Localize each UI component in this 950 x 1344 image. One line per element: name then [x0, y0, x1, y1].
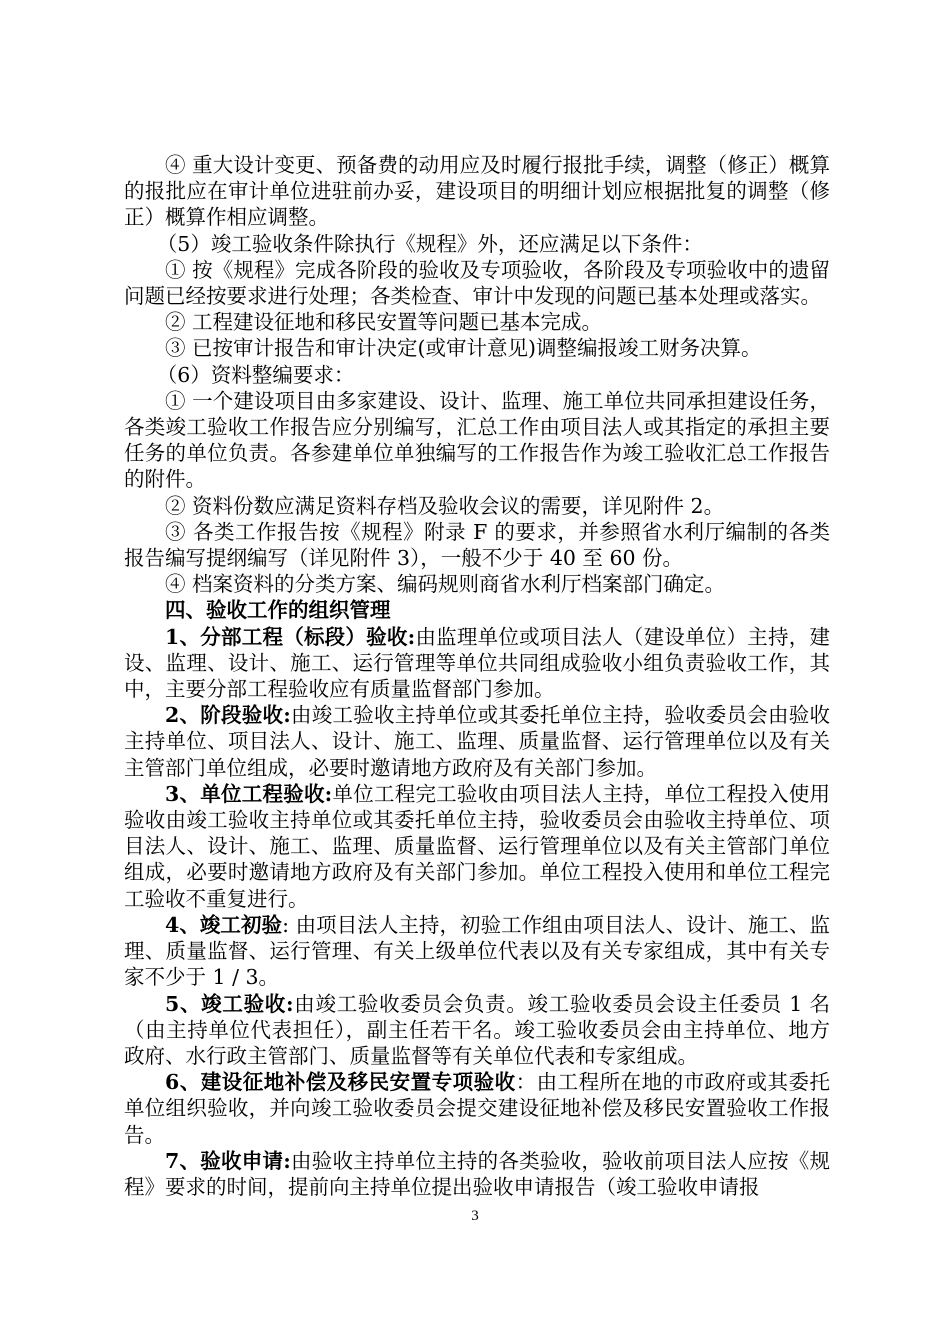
item-1-text: 由监理单位或项目法人（建设单位）主持，建设、监理、设计、施工、运行管理等单位共同组成验收小组负责验收工作，其中，主要分部工程验收应有质量监督部门参加。 [124, 624, 830, 702]
item-1 [124, 624, 830, 703]
paragraph-3: ① 按《规程》完成各阶段的验收及专项验收，各阶段及专项验收中的遗留问题已经按要求进行处理；各类检查、审计中发现的问题已基本处理或落实。 [124, 257, 830, 309]
document-body [124, 152, 830, 1200]
item-3-text: 单位工程完工验收由项目法人主持，单位工程投入使用验收由竣工验收主持单位或其委托单位主持，验收委员会由验收主持单位、项目法人、设计、施工、监理、质量监督、运行管理单位以及有关主管部门单位组成，必要时邀请地方政府及有关部门参加。单位工程投入使用和单位工程完工验收不重复进行。 [124, 781, 830, 911]
paragraph-1: ④ 重大设计变更、预备费的动用应及时履行报批手续，调整（修正）概算的报批应在审计单位进驻前办妥，建设项目的明细计划应根据批复的调整（修正）概算作相应调整。 [124, 153, 830, 230]
paragraph-9: ③ 各类工作报告按《规程》附录 F 的要求，并参照省水利厅编制的各类报告编写提纲编写（详见附件 3），一般不少于 40 至 60 份。 [124, 519, 830, 571]
item-4-text: : 由项目法人主持，初验工作组由项目法人、设计、施工、监理、质量监督、运行管理、有关上级单位代表以及有关专家组成，其中有关专家不少于 1 / 3。 [124, 912, 831, 990]
item-7-label: 7、验收申请: [165, 1148, 291, 1173]
item-5 [124, 991, 830, 1070]
item-3-label: 3、单位工程验收: [165, 781, 333, 806]
paragraph-6: （6）资料整编要求： [156, 362, 355, 387]
section-heading: 四、验收工作的组织管理 [165, 598, 391, 623]
paragraph-4: ② 工程建设征地和移民安置等问题已基本完成。 [165, 310, 603, 335]
paragraph-10: ④ 档案资料的分类方案、编码规则商省水利厅档案部门确定。 [165, 572, 726, 597]
item-2-label: 2、阶段验收: [165, 703, 291, 728]
paragraph-7: ① 一个建设项目由多家建设、设计、监理、施工单位共同承担建设任务，各类竣工验收工作报告应分别编写，汇总工作由项目法人或其指定的承担主要任务的单位负责。各参建单位单独编写的工作报告作为竣工验收汇总工作报告的附件。 [124, 388, 830, 492]
item-4-label: 4、竣工初验 [165, 912, 283, 937]
item-3 [124, 781, 830, 912]
item-2 [124, 702, 830, 781]
paragraph-2: （5）竣工验收条件除执行《规程》外，还应满足以下条件： [156, 231, 703, 256]
item-6 [124, 1069, 830, 1148]
item-1-label: 1、分部工程（标段）验收: [165, 624, 416, 649]
paragraph-5: ③ 已按审计报告和审计决定(或审计意见)调整编报竣工财务决算。 [165, 336, 762, 361]
item-7 [124, 1148, 830, 1200]
item-5-label: 5、竣工验收: [165, 991, 294, 1016]
item-4 [124, 912, 830, 991]
item-5-text: 由竣工验收委员会负责。竣工验收委员会设主任委员 1 名（由主持单位代表担任），副主任若干名。竣工验收委员会由主持单位、地方政府、水行政主管部门、质量监督等有关单位代表和专家组成。 [124, 991, 830, 1068]
item-7-text: 由验收主持单位主持的各类验收，验收前项目法人应按《规程》要求的时间，提前向主持单位提出验收申请报告（竣工验收申请报 [124, 1148, 831, 1199]
item-6-text: ：由工程所在地的市政府或其委托单位组织验收，并向竣工验收委员会提交建设征地补偿及移民安置验收工作报告。 [124, 1070, 831, 1147]
paragraph-8: ② 资料份数应满足资料存档及验收会议的需要，详见附件 2。 [165, 493, 725, 518]
page-number: 3 [471, 1208, 479, 1224]
item-6-label: 6、建设征地补偿及移民安置专项验收 [165, 1070, 516, 1095]
item-2-text: 由竣工验收主持单位或其委托单位主持，验收委员会由验收主持单位、项目法人、设计、施工、监理、质量监督、运行管理单位以及有关主管部门单位组成，必要时邀请地方政府及有关部门参加。 [124, 703, 831, 780]
